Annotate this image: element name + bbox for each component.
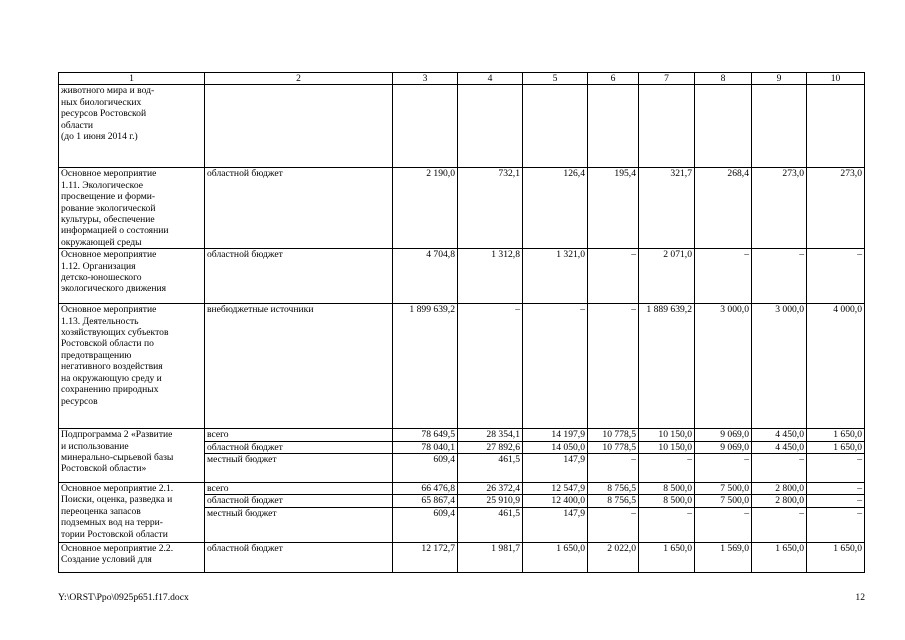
value-cell: 65 867,4 <box>393 495 458 507</box>
value-cell: – <box>752 454 807 483</box>
value-cell: 1 650,0 <box>807 441 865 453</box>
value-cell: 12 400,0 <box>523 495 588 507</box>
table-row <box>59 249 865 304</box>
value-cell: 78 040,1 <box>393 441 458 453</box>
value-cell: 1 650,0 <box>807 429 865 441</box>
value-cell: 321,7 <box>639 168 695 249</box>
value-cell: 8 756,5 <box>588 495 639 507</box>
value-cell: 4 000,0 <box>807 304 865 429</box>
value-cell: – <box>807 454 865 483</box>
table-row <box>59 483 865 495</box>
value-cell: 1 899 639,2 <box>393 304 458 429</box>
activity-name-cell: Основное мероприятие 1.11. Экологическое просвещение и форми- рование экологической культуры, обеспечение информацией о состоянии окружающей среды <box>59 168 205 249</box>
value-cell: 9 069,0 <box>695 441 752 453</box>
activity-name-cell: Подпрограмма 2 «Развитие и использование минерально-сырьевой базы Ростовской области» <box>59 429 205 483</box>
column-number-cell: 5 <box>523 73 588 85</box>
table-header-row <box>59 73 865 85</box>
funding-source-cell <box>205 85 393 168</box>
value-cell: 3 000,0 <box>752 304 807 429</box>
value-cell: 14 197,9 <box>523 429 588 441</box>
value-cell: 2 800,0 <box>752 483 807 495</box>
value-cell: 126,4 <box>523 168 588 249</box>
column-number-cell: 3 <box>393 73 458 85</box>
value-cell: 461,5 <box>458 507 523 542</box>
value-cell: 8 500,0 <box>639 483 695 495</box>
funding-source-cell: областной бюджет <box>205 495 393 507</box>
value-cell: 66 476,8 <box>393 483 458 495</box>
funding-source-cell: местный бюджет <box>205 507 393 542</box>
value-cell: 4 450,0 <box>752 429 807 441</box>
value-cell: 8 500,0 <box>639 495 695 507</box>
value-cell <box>807 85 865 168</box>
column-number-cell: 4 <box>458 73 523 85</box>
value-cell: 273,0 <box>752 168 807 249</box>
value-cell: 1 981,7 <box>458 542 523 572</box>
value-cell: – <box>807 495 865 507</box>
value-cell: 609,4 <box>393 454 458 483</box>
value-cell: – <box>807 483 865 495</box>
value-cell: – <box>588 507 639 542</box>
value-cell: 732,1 <box>458 168 523 249</box>
value-cell: – <box>523 304 588 429</box>
value-cell: 25 910,9 <box>458 495 523 507</box>
value-cell: 273,0 <box>807 168 865 249</box>
value-cell: 1 889 639,2 <box>639 304 695 429</box>
value-cell: 7 500,0 <box>695 495 752 507</box>
funding-source-cell: всего <box>205 429 393 441</box>
activity-name-cell: Основное мероприятие 1.12. Организация детско-юношеского экологического движения <box>59 249 205 304</box>
value-cell: 1 650,0 <box>639 542 695 572</box>
value-cell: 268,4 <box>695 168 752 249</box>
value-cell: 10 778,5 <box>588 429 639 441</box>
value-cell: 4 704,8 <box>393 249 458 304</box>
value-cell: 12 547,9 <box>523 483 588 495</box>
value-cell: – <box>639 454 695 483</box>
value-cell: 10 778,5 <box>588 441 639 453</box>
table-row <box>59 85 865 168</box>
funding-source-cell: областной бюджет <box>205 168 393 249</box>
value-cell <box>393 85 458 168</box>
value-cell: – <box>695 454 752 483</box>
value-cell: 1 650,0 <box>807 542 865 572</box>
activity-name-cell: Основное мероприятие 2.1. Поиски, оценка, разведка и переоценка запасов подземных вод на терри- тории Ростовской области <box>59 483 205 543</box>
value-cell <box>752 85 807 168</box>
value-cell: – <box>807 249 865 304</box>
value-cell: – <box>588 454 639 483</box>
column-number-cell: 9 <box>752 73 807 85</box>
table-row <box>59 429 865 441</box>
value-cell <box>695 85 752 168</box>
value-cell: 1 312,8 <box>458 249 523 304</box>
funding-source-cell: всего <box>205 483 393 495</box>
value-cell: – <box>807 507 865 542</box>
value-cell: – <box>752 249 807 304</box>
value-cell: – <box>695 507 752 542</box>
page-number: 12 <box>855 592 865 603</box>
value-cell: 609,4 <box>393 507 458 542</box>
value-cell: 2 071,0 <box>639 249 695 304</box>
budget-table <box>58 72 865 573</box>
value-cell <box>458 85 523 168</box>
value-cell: 26 372,4 <box>458 483 523 495</box>
value-cell: – <box>458 304 523 429</box>
value-cell: 4 450,0 <box>752 441 807 453</box>
value-cell: – <box>752 507 807 542</box>
value-cell: 9 069,0 <box>695 429 752 441</box>
value-cell: 10 150,0 <box>639 441 695 453</box>
value-cell: 7 500,0 <box>695 483 752 495</box>
value-cell: – <box>588 249 639 304</box>
value-cell: 28 354,1 <box>458 429 523 441</box>
value-cell: 2 800,0 <box>752 495 807 507</box>
funding-source-cell: областной бюджет <box>205 542 393 572</box>
value-cell: 2 022,0 <box>588 542 639 572</box>
funding-source-cell: местный бюджет <box>205 454 393 483</box>
value-cell: 1 650,0 <box>523 542 588 572</box>
value-cell: 8 756,5 <box>588 483 639 495</box>
table-row <box>59 542 865 572</box>
value-cell: – <box>588 304 639 429</box>
value-cell: 3 000,0 <box>695 304 752 429</box>
funding-source-cell: областной бюджет <box>205 249 393 304</box>
activity-name-cell: Основное мероприятие 1.13. Деятельность хозяйствующих субъектов Ростовской области по предотвращению негативного воздействия на окружающую среду и сохранению природных ресурсов <box>59 304 205 429</box>
value-cell: 10 150,0 <box>639 429 695 441</box>
value-cell: – <box>695 249 752 304</box>
value-cell: 12 172,7 <box>393 542 458 572</box>
column-number-cell: 6 <box>588 73 639 85</box>
value-cell: 1 569,0 <box>695 542 752 572</box>
funding-source-cell: областной бюджет <box>205 441 393 453</box>
activity-name-cell: Основное мероприятие 2.2. Создание условий для <box>59 542 205 572</box>
value-cell <box>639 85 695 168</box>
table-row <box>59 304 865 429</box>
value-cell <box>588 85 639 168</box>
value-cell: 27 892,6 <box>458 441 523 453</box>
table-row <box>59 168 865 249</box>
value-cell: 147,9 <box>523 507 588 542</box>
column-number-cell: 2 <box>205 73 393 85</box>
value-cell <box>523 85 588 168</box>
funding-source-cell: внебюджетные источники <box>205 304 393 429</box>
activity-name-cell: животного мира и вод- ных биологических ресурсов Ростовской области (до 1 июня 2014 г.) <box>59 85 205 168</box>
value-cell: 461,5 <box>458 454 523 483</box>
footer-file-path: Y:\ORST\Ppo\0925p651.f17.docx <box>58 592 189 603</box>
value-cell: 78 649,5 <box>393 429 458 441</box>
value-cell: – <box>639 507 695 542</box>
column-number-cell: 7 <box>639 73 695 85</box>
value-cell: 1 321,0 <box>523 249 588 304</box>
column-number-cell: 8 <box>695 73 752 85</box>
value-cell: 2 190,0 <box>393 168 458 249</box>
column-number-cell: 1 <box>59 73 205 85</box>
value-cell: 1 650,0 <box>752 542 807 572</box>
value-cell: 14 050,0 <box>523 441 588 453</box>
value-cell: 195,4 <box>588 168 639 249</box>
column-number-cell: 10 <box>807 73 865 85</box>
value-cell: 147,9 <box>523 454 588 483</box>
